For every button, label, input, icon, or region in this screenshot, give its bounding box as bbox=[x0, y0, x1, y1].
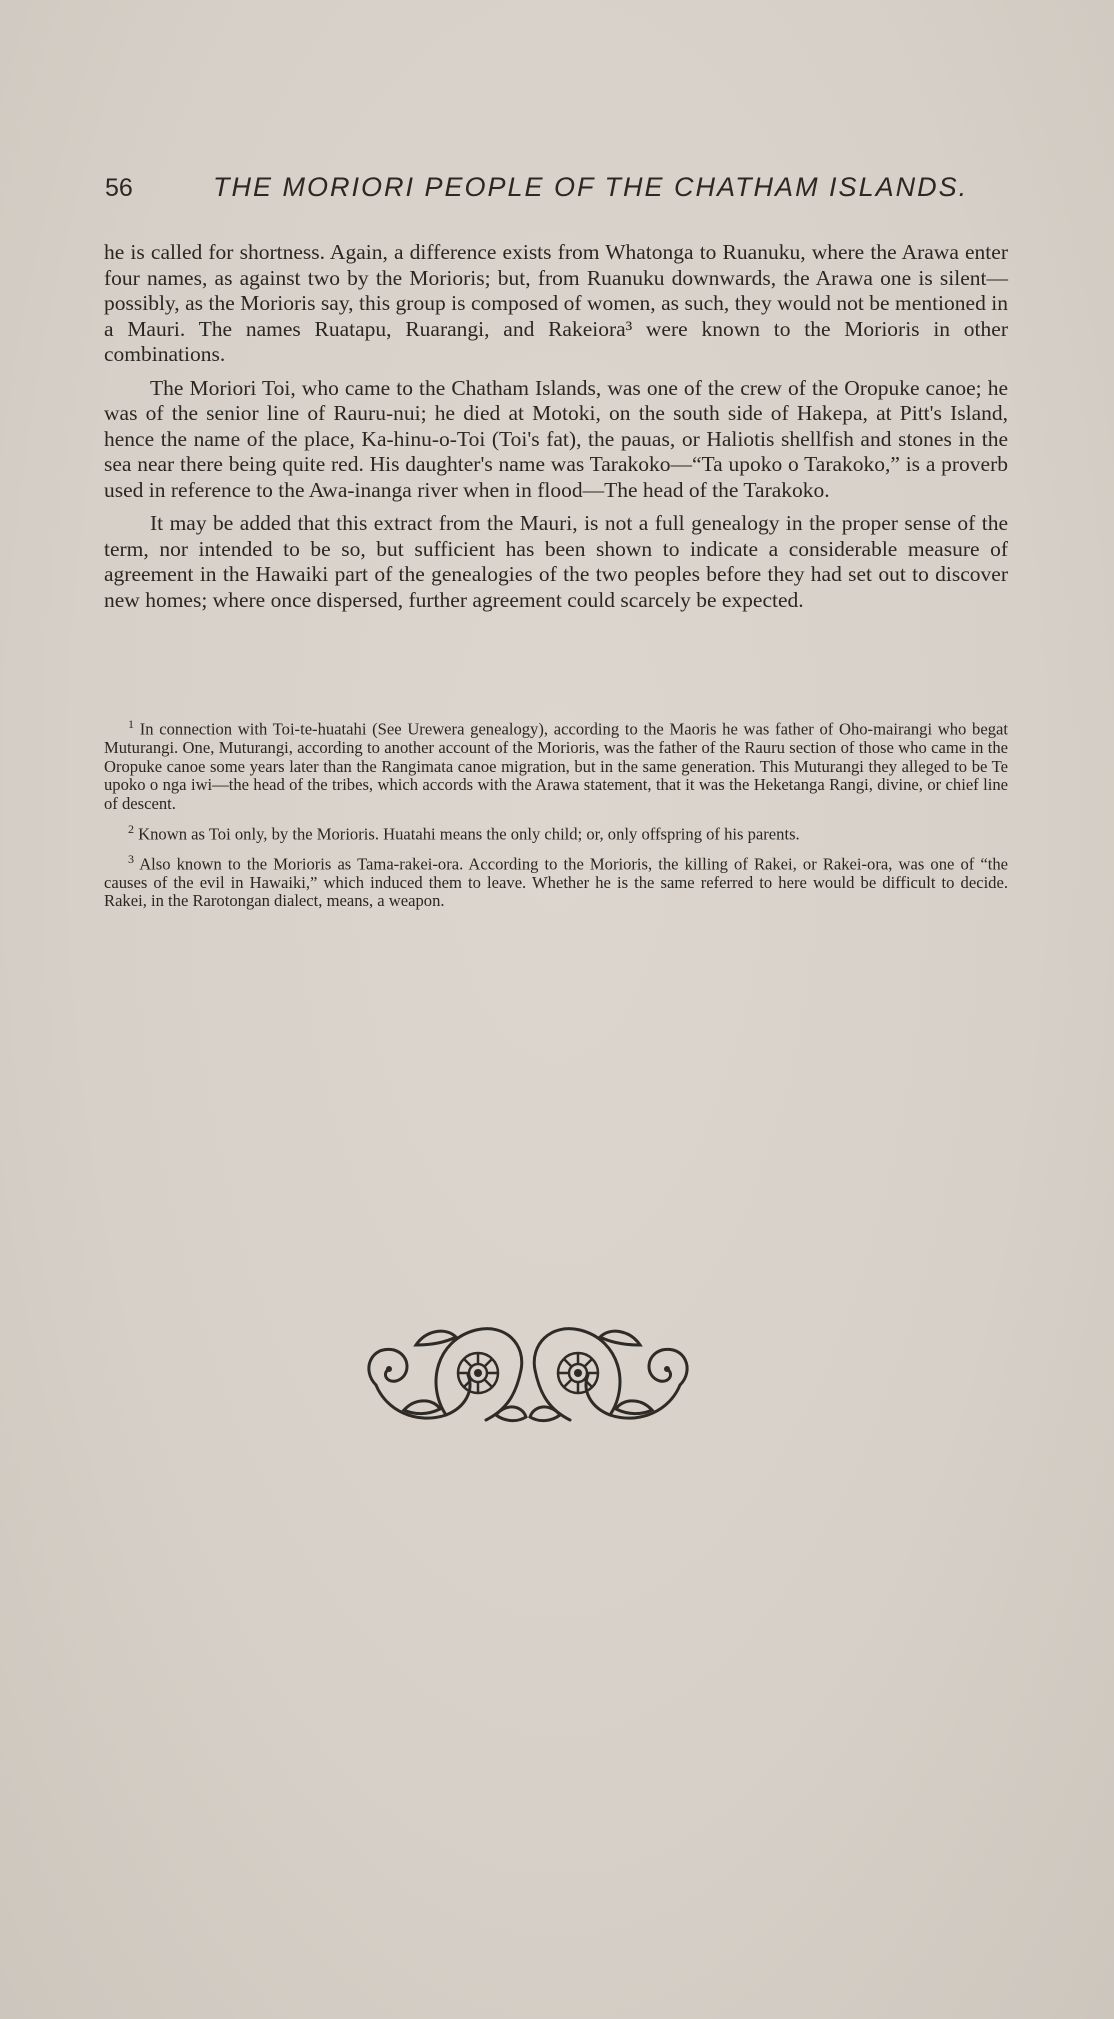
footnote-mark: 3 bbox=[128, 851, 134, 866]
footnote-text: Known as Toi only, by the Morioris. Huatahi means the only child; or, only offspring of his parents. bbox=[138, 824, 800, 844]
footnote bbox=[104, 820, 1008, 844]
paragraph: It may be added that this extract from the Mauri, is not a full genealogy in the proper sense of the term, nor intended to be so, but sufficient has been shown to indicate a considerable measure of agreement in the Hawaiki part of the genealogies of the two peoples before they had set out to discover new homes; where once dispersed, further agreement could scarcely be expected. bbox=[104, 511, 1008, 612]
paragraph: The Moriori Toi, who came to the Chatham Islands, was one of the crew of the Oropuke canoe; he was of the senior line of Rauru-nui; he died at Motoki, on the south side of Hakepa, at Pitt's Island, hence the name of the place, Ka-hinu-o-Toi (Toi's fat), the pauas, or Haliotis shellfish and stones in the sea near there being quite red. His daughter's name was Tarakoko—“Ta upoko o Tarakoko,” is a proverb used in reference to the Awa-inanga river when in flood—The head of the Tarakoko. bbox=[104, 375, 1008, 502]
paragraph: he is called for shortness. Again, a difference exists from Whatonga to Ruanuku, where the Arawa enter four names, as against two by the Morioris; but, from Ruanuku downwards, the Arawa one is silent—possibly, as the Morioris say, this group is composed of women, as such, they would not be mentioned in a Mauri. The names Ruatapu, Ruarangi, and Rakeiora³ were known to the Morioris in other combinations. bbox=[104, 240, 1008, 366]
floral-scroll-ornament-icon bbox=[356, 1315, 700, 1435]
footnote-text: Also known to the Morioris as Tama-rakei-ora. According to the Morioris, the killing of Rakei, or Rakei-ora, was one of “the causes of the evil in Hawaiki,” which induced them to leave. Whether he is the same referred to here would be difficult to decide. Rakei, in the Rarotongan dialect, means, a weapon. bbox=[104, 854, 1009, 911]
footnote-mark: 1 bbox=[128, 717, 134, 731]
page-number: 56 bbox=[105, 174, 133, 202]
page-header bbox=[105, 170, 1005, 210]
footnote bbox=[104, 850, 1008, 911]
footnote-mark: 2 bbox=[128, 821, 134, 836]
footnote bbox=[104, 715, 1008, 814]
footnotes bbox=[104, 715, 1008, 917]
running-title: THE MORIORI PEOPLE OF THE CHATHAM ISLANDS. bbox=[213, 172, 969, 202]
body-text bbox=[104, 240, 1008, 613]
footnote-text: In connection with Toi-te-huatahi (See Urewera genealogy), according to the Maoris he was father of Oho-mairangi who begat Muturangi. One, Muturangi, according to another account of the Morioris, was the father of the Rauru section of those who came in the Oropuke canoe some years later than the Rangimata canoe migration, but in the same generation. This Muturangi they alleged to be Te upoko o nga iwi—the head of the tribes, which accords with the Arawa statement, that it was the Heketanga Rangi, divine, or chief line of descent. bbox=[104, 719, 1008, 813]
